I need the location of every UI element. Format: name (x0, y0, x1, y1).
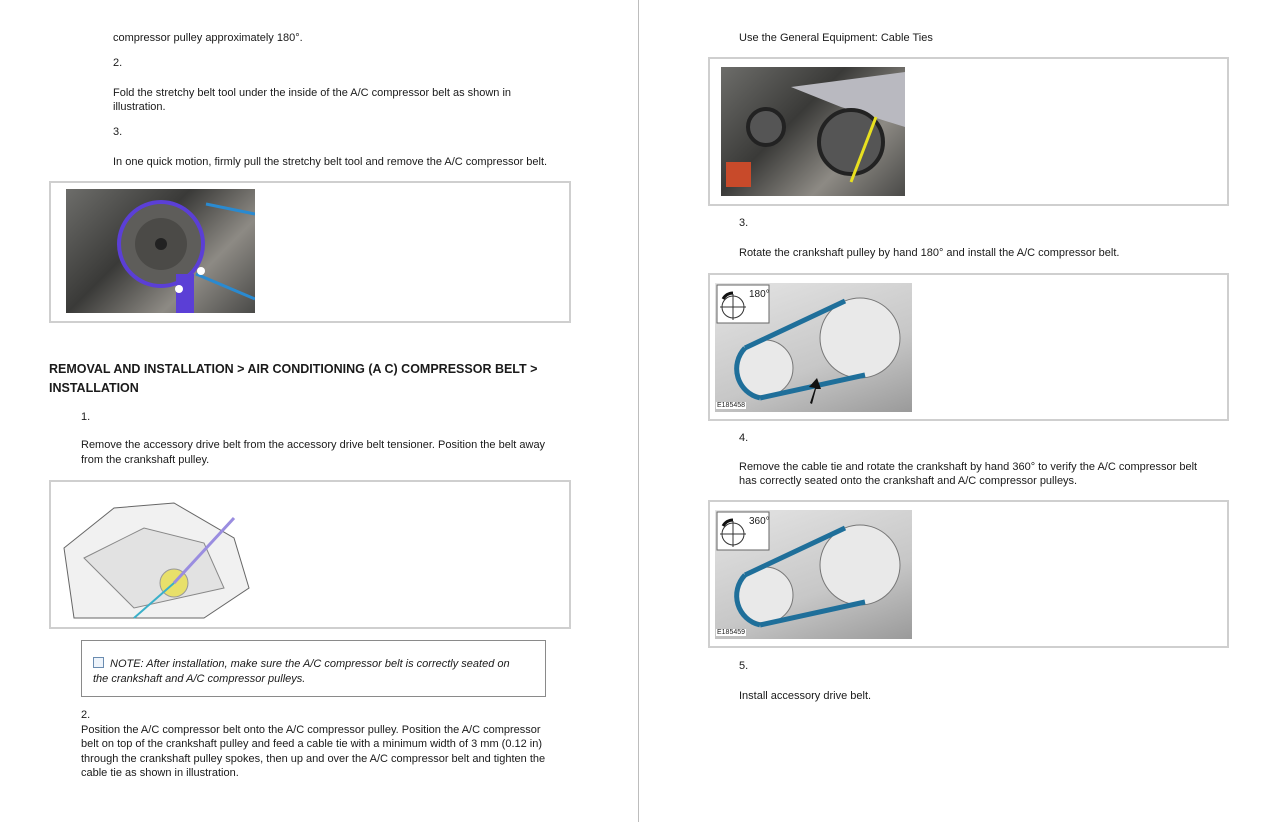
step-text: Fold the stretchy belt tool under the inside of the A/C compressor belt as shown in (113, 87, 512, 99)
step-text: through the crankshaft pulley spokes, then up and over the A/C compressor belt and tighten the (81, 753, 546, 765)
step-text: Position the A/C compressor belt onto the A/C compressor pulley. Position the A/C compressor (81, 724, 541, 736)
step-text: illustration. (113, 101, 166, 113)
step-text: has correctly seated onto the crankshaft and A/C compressor pulleys. (739, 475, 1078, 487)
step-text: Remove the cable tie and rotate the crankshaft by hand 360° to verify the A/C compressor belt (739, 461, 1198, 473)
paragraph: compressor pulley approximately 180°. (113, 32, 303, 44)
engine-illustration (54, 488, 254, 621)
note-text: the crankshaft and A/C compressor pulleys. (93, 672, 306, 685)
step-text: belt on top of the crankshaft pulley and feed a cable tie with a minimum width of 3 mm (0.12 in) (81, 738, 543, 750)
figure-frame (49, 181, 571, 323)
note-text: NOTE: After installation, make sure the A/C compressor belt is correctly seated on (110, 658, 510, 670)
step-number: 4. (739, 432, 749, 444)
pulley-180-illustration (715, 283, 912, 412)
figure-frame (49, 480, 571, 629)
rotation-angle-label: 360° (749, 516, 770, 527)
step-text: Rotate the crankshaft pulley by hand 180° and install the A/C compressor belt. (739, 247, 1120, 259)
step-number: 5. (739, 660, 749, 672)
figure-code: E185459 (717, 629, 746, 636)
pulley-360-illustration (715, 510, 912, 639)
step-number: 2. (113, 57, 123, 69)
figure-frame (708, 500, 1229, 648)
step-number: 1. (81, 411, 91, 423)
paragraph: Use the General Equipment: Cable Ties (739, 32, 933, 44)
belt-removal-photo (66, 189, 255, 313)
page-divider (638, 0, 639, 822)
step-text: In one quick motion, firmly pull the stretchy belt tool and remove the A/C compressor belt. (113, 156, 548, 168)
figure-code: E185458 (717, 402, 746, 409)
step-number: 3. (113, 126, 123, 138)
step-text: cable tie as shown in illustration. (81, 767, 239, 779)
step-text: Install accessory drive belt. (739, 690, 872, 702)
note-icon (93, 657, 104, 668)
cable-tie-photo (721, 67, 905, 196)
step-text: from the crankshaft pulley. (81, 454, 210, 466)
figure-frame (708, 57, 1229, 206)
section-heading: REMOVAL AND INSTALLATION > AIR CONDITIONING (A C) COMPRESSOR BELT > (49, 362, 538, 376)
figure-frame (708, 273, 1229, 421)
step-text: Remove the accessory drive belt from the accessory drive belt tensioner. Position the belt away (81, 439, 546, 451)
step-number: 2. (81, 709, 91, 721)
section-heading: INSTALLATION (49, 381, 139, 395)
step-number: 3. (739, 217, 749, 229)
note-box (81, 640, 546, 697)
rotation-angle-label: 180° (749, 289, 770, 300)
